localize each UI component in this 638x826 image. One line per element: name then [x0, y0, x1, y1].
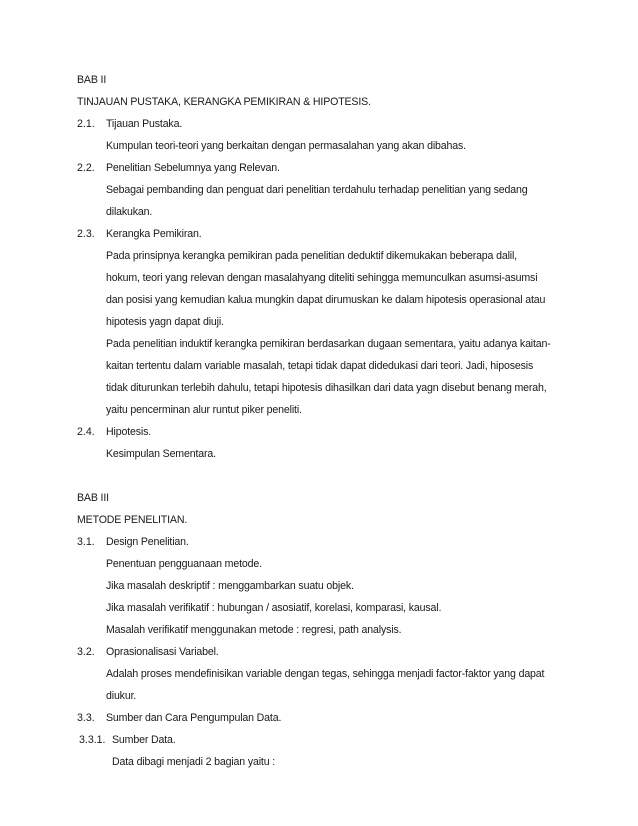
section-number: 2.4.	[77, 426, 95, 438]
paragraph-line: Kumpulan teori-teori yang berkaitan dengan permasalahan yang akan dibahas.	[106, 140, 466, 152]
paragraph-line: Jika masalah deskriptif : menggambarkan suatu objek.	[106, 580, 354, 592]
paragraph-line: Pada penelitian induktif kerangka pemikiran berdasarkan dugaan sementara, yaitu adanya kaitan-	[106, 338, 551, 350]
paragraph-line: Kesimpulan Sementara.	[106, 448, 216, 460]
paragraph-line: Penentuan pengguanaan metode.	[106, 558, 262, 570]
section-number: 2.1.	[77, 118, 95, 130]
section-heading: Kerangka Pemikiran.	[106, 228, 202, 240]
paragraph-line: kaitan tertentu dalam variable masalah, tetapi tidak dapat didedukasi dari teori. Jadi, hiposesis	[106, 360, 534, 372]
section-number: 2.3.	[77, 228, 95, 240]
section-heading: Oprasionalisasi Variabel.	[106, 646, 219, 658]
paragraph-line: dan posisi yang kemudian kalua mungkin dapat dirumuskan ke dalam hipotesis operasional atau	[106, 294, 546, 306]
paragraph-line: dilakukan.	[106, 206, 153, 218]
paragraph-line: Adalah proses mendefinisikan variable dengan tegas, sehingga menjadi factor-faktor yang dapat	[106, 668, 545, 680]
chapter-title: BAB III	[77, 492, 109, 504]
paragraph-line: hokum, teori yang relevan dengan masalahyang diteliti sehingga memunculkan asumsi-asumsi	[106, 272, 538, 284]
paragraph-line: diukur.	[106, 690, 137, 702]
paragraph-line: Sebagai pembanding dan penguat dari penelitian terdahulu terhadap penelitian yang sedang	[106, 184, 528, 196]
section-heading: Tijauan Pustaka.	[106, 118, 183, 130]
section-heading: Penelitian Sebelumnya yang Relevan.	[106, 162, 280, 174]
subsection-heading: Sumber Data.	[112, 734, 176, 746]
section-number: 2.2.	[77, 162, 95, 174]
paragraph-line: Data dibagi menjadi 2 bagian yaitu :	[112, 756, 276, 768]
paragraph-line: Pada prinsipnya kerangka pemikiran pada penelitian deduktif dikemukakan beberapa dalil,	[106, 250, 517, 262]
paragraph-line: yaitu pencerminan alur runtut piker peneliti.	[106, 404, 302, 416]
chapter-subtitle: TINJAUAN PUSTAKA, KERANGKA PEMIKIRAN & HIPOTESIS.	[77, 96, 371, 108]
chapter-subtitle: METODE PENELITIAN.	[77, 514, 188, 526]
paragraph-line: hipotesis yagn dapat diuji.	[106, 316, 224, 328]
paragraph-line: tidak diturunkan terlebih dahulu, tetapi hipotesis dihasilkan dari data yagn disebut benang merah,	[106, 382, 547, 394]
section-number: 3.3.	[77, 712, 95, 724]
section-heading: Design Penelitian.	[106, 536, 189, 548]
chapter-title: BAB II	[77, 74, 107, 86]
paragraph-line: Jika masalah verifikatif : hubungan / asosiatif, korelasi, komparasi, kausal.	[106, 602, 442, 614]
subsection-number: 3.3.1.	[79, 734, 106, 746]
section-number: 3.2.	[77, 646, 95, 658]
section-number: 3.1.	[77, 536, 95, 548]
section-heading: Sumber dan Cara Pengumpulan Data.	[106, 712, 282, 724]
paragraph-line: Masalah verifikatif menggunakan metode : regresi, path analysis.	[106, 624, 402, 636]
section-heading: Hipotesis.	[106, 426, 152, 438]
